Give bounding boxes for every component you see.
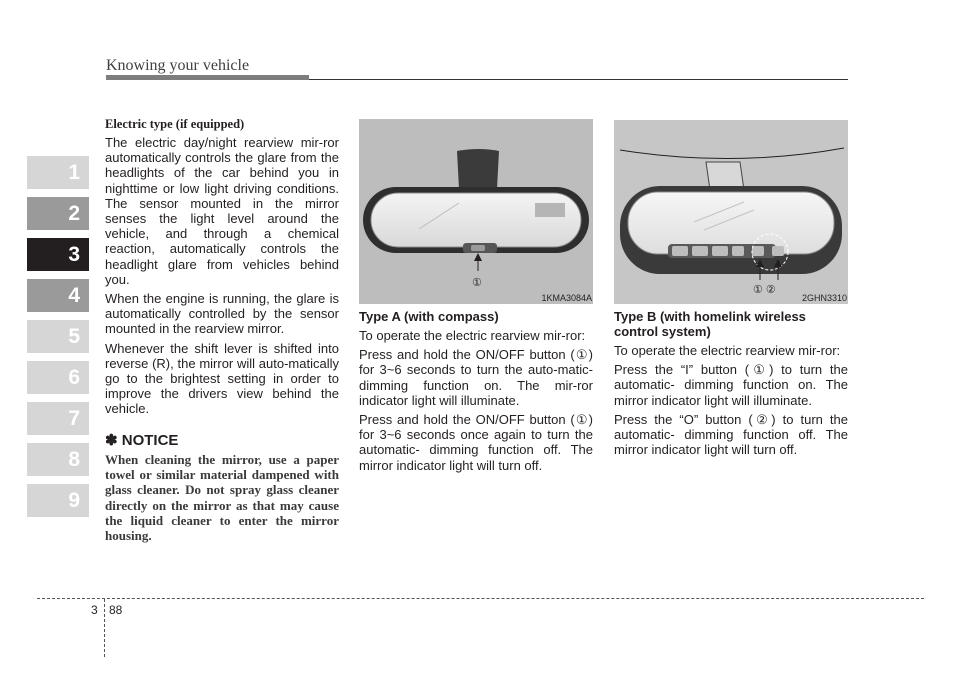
paragraph: Press and hold the ON/OFF button (①) for 3~6 seconds to turn the auto-matic- dimming function on. The mir-ror indicator light will illuminate. [359,347,593,408]
left-column [105,117,339,543]
electric-type-subheading: Electric type (if equipped) [105,117,245,131]
paragraph: To operate the electric rearview mir-ror: [614,343,841,358]
paragraph: Press and hold the ON/OFF button (①) for 3~6 seconds once again to turn the automatic- dimming function off. The mirror indicator light will turn off. [359,412,593,473]
chapter-tab-3[interactable]: 3 [27,238,89,271]
chapter-tab-4[interactable]: 4 [27,279,89,312]
chapter-number: 3 [91,603,98,617]
mirror-type-b-illustration [614,120,848,304]
chapter-tab-9[interactable]: 9 [27,484,89,517]
chapter-tab-7[interactable]: 7 [27,402,89,435]
middle-column [359,119,593,477]
paragraph: Press the “I” button (①) to turn the automatic- dimming function on. The mirror indicator light will illuminate. [614,362,848,408]
paragraph: To operate the electric rearview mir-ror: [359,328,586,343]
page-number: 88 [109,603,123,617]
chapter-tab-1[interactable]: 1 [27,156,89,189]
footer-rule [37,598,924,599]
mirror-type-a-illustration [359,119,593,304]
chapter-tab-6[interactable]: 6 [27,361,89,394]
header-bar [106,75,309,80]
chapter-tabs [27,156,89,525]
header-rule [309,79,848,80]
paragraph: Whenever the shift lever is shifted into reverse (R), the mirror will auto-matically go to the brightest setting in order to improve the drivers view behind the vehicle. [105,340,339,417]
callout-numbers: ① ② [753,284,776,296]
chapter-tab-2[interactable]: 2 [27,197,89,230]
paragraph: Press the “O” button (②) to turn the automatic- dimming function off. The mirror indicator light will turn off. [614,411,848,458]
chapter-tab-5[interactable]: 5 [27,320,89,353]
section-title: Knowing your vehicle [106,57,250,74]
paragraph: The electric day/night rearview mir-ror automatically controls the glare from the headlights of the car behind you in nighttime or low light driving conditions. The sensor mounted in the mirror senses the light level around the vehicle, and through a chemical reaction, automatically controls the headlight glare from vehicles behind you. [105,135,339,287]
mirror-b-drawing [614,120,848,304]
right-column [614,120,848,461]
footer-divider [104,599,105,657]
figure-code: 1KMA3084A [541,293,592,303]
type-a-heading: Type A (with compass) [359,309,499,324]
chapter-tab-8[interactable]: 8 [27,443,89,476]
callout-number: ① [472,277,482,289]
type-b-heading: Type B (with homelink wireless control system) [614,309,806,339]
notice-title: ✽ NOTICE [105,431,179,449]
paragraph: When the engine is running, the glare is automatically controlled by the sensor mounted in the rearview mirror. [105,291,339,337]
figure-code: 2GHN3310 [801,293,847,303]
notice-body: When cleaning the mirror, use a paper towel or similar material dampened with glass cleaner. Do not spray glass cleaner directly on the mirror as that may cause the liquid cleaner to enter the mirror housing. [105,451,339,544]
